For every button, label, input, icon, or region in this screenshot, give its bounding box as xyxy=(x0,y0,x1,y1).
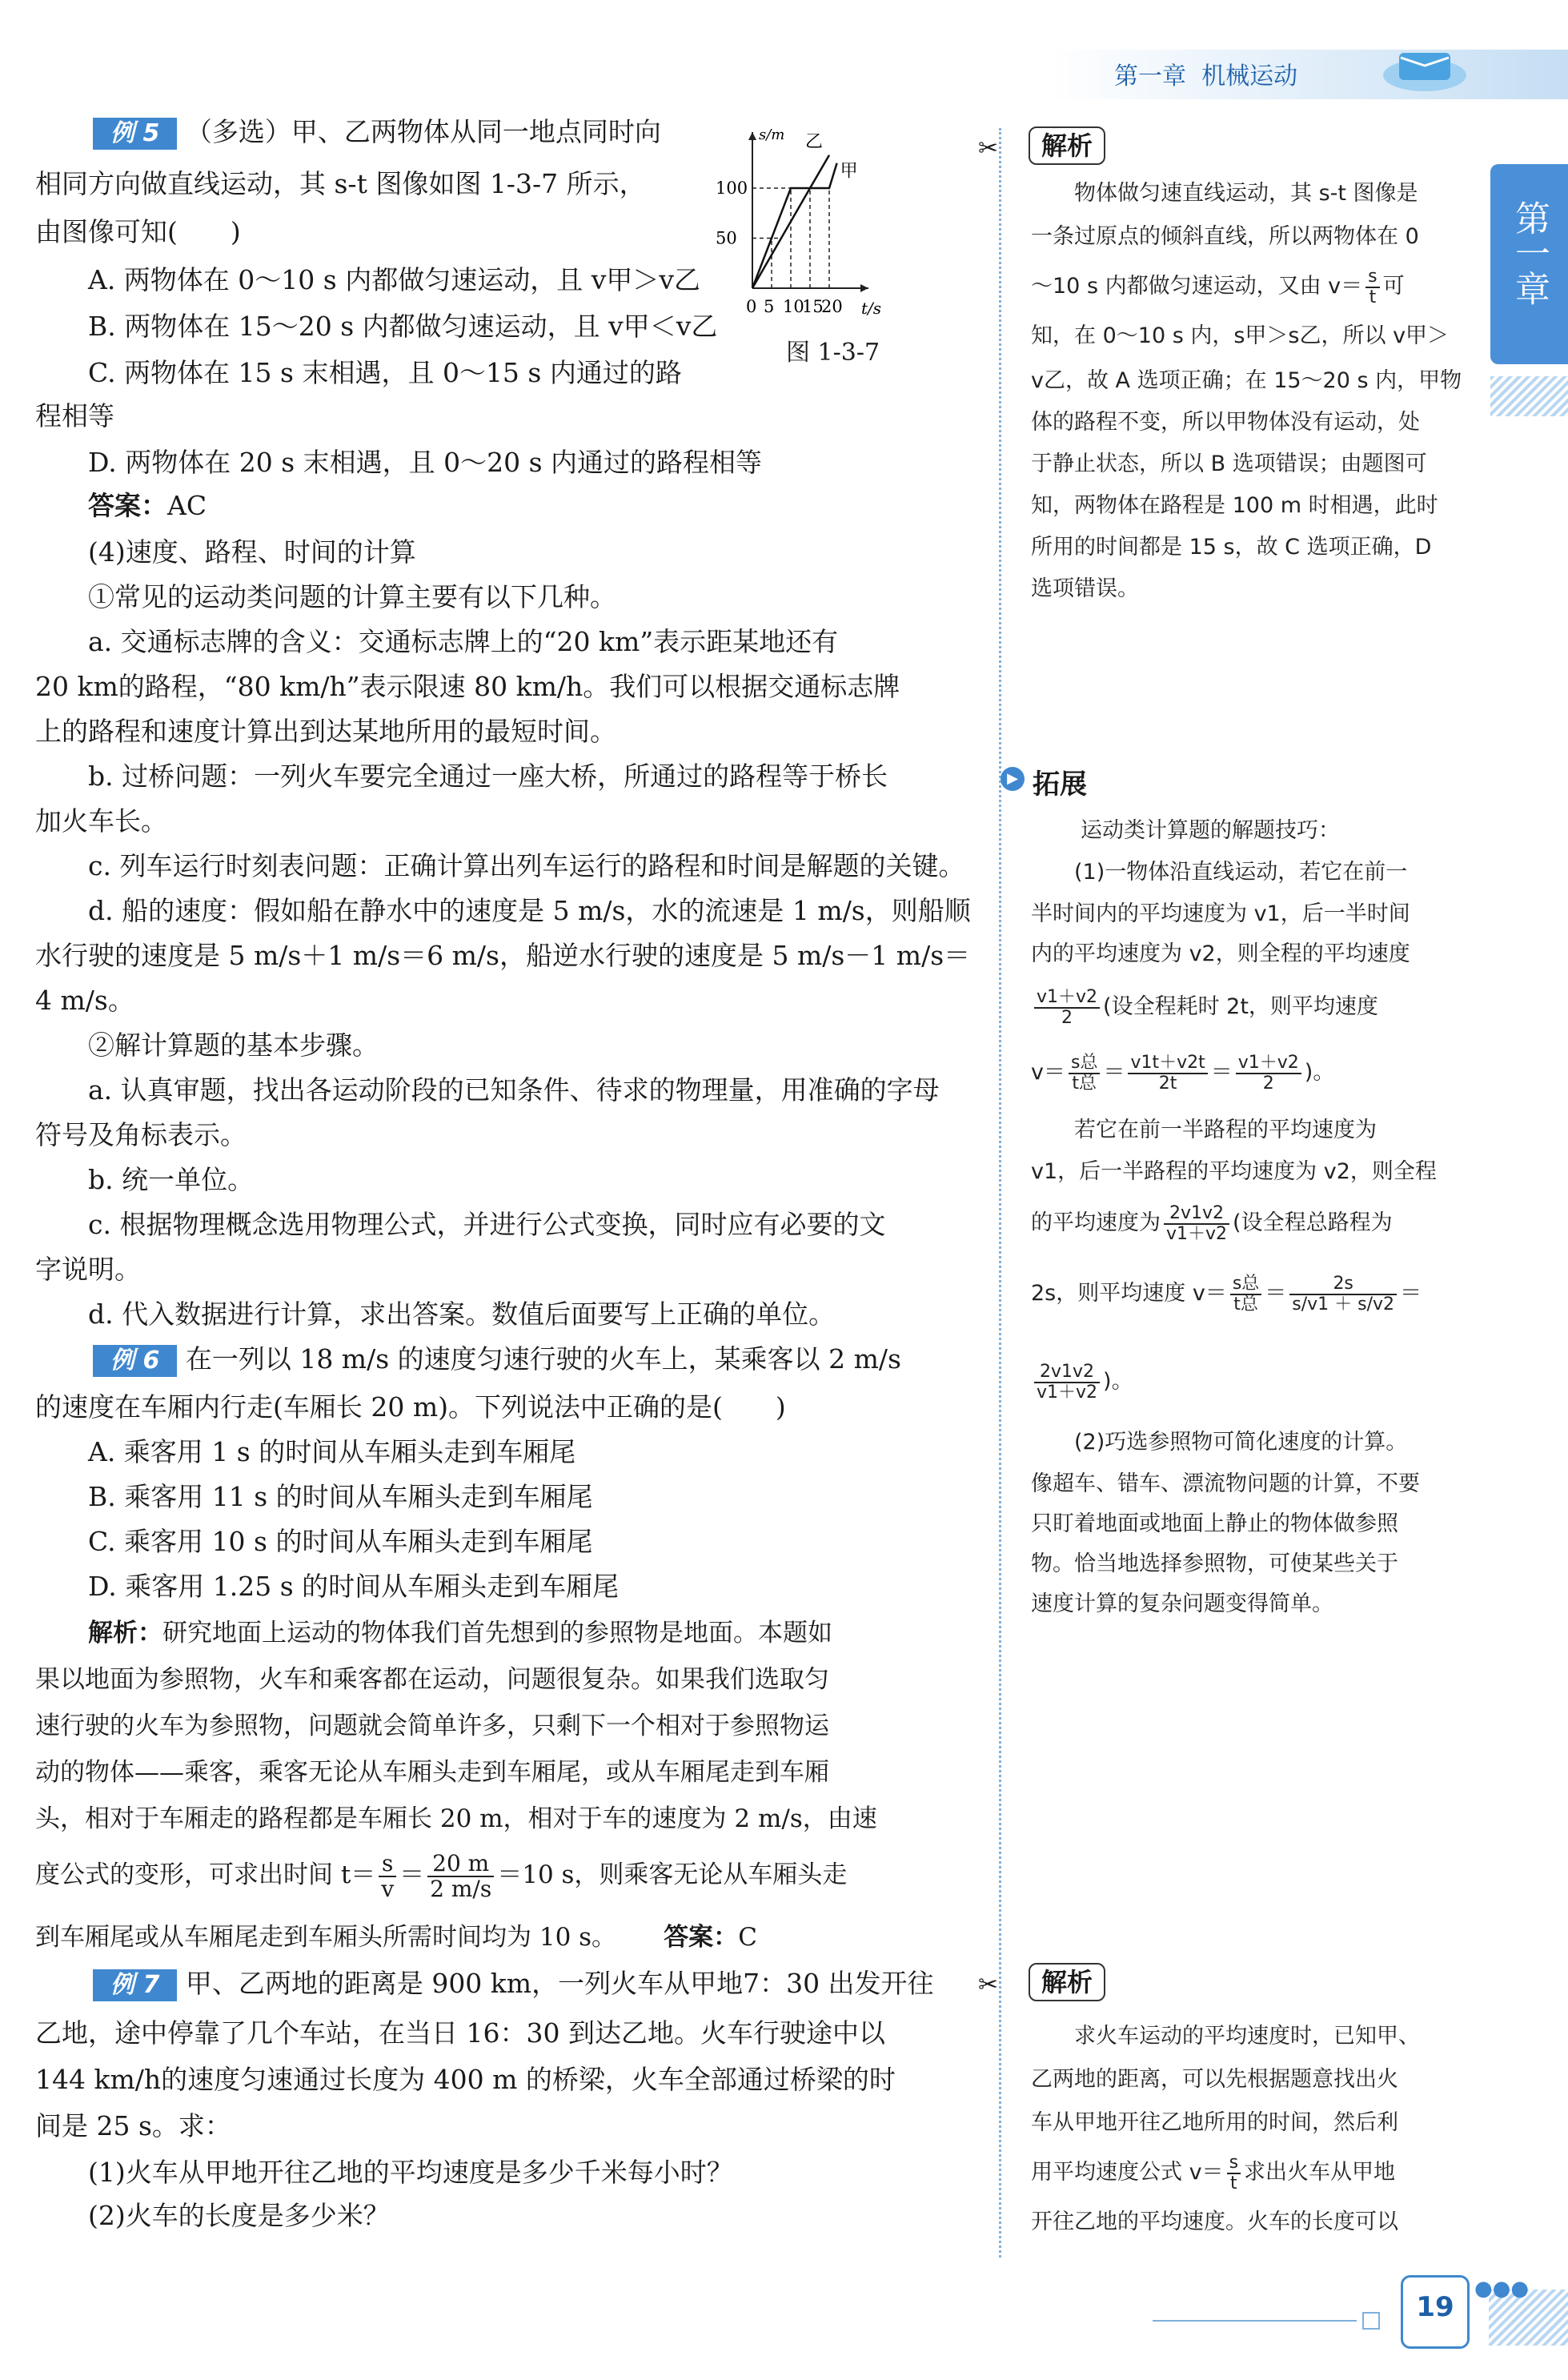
jiexi1-badge: 解析 xyxy=(1029,126,1105,165)
jiexi2-badge: 解析 xyxy=(1029,1963,1105,2001)
example5-optA: A. 两物体在 0～10 s 内都做匀速运动，且 v甲＞v乙 xyxy=(88,264,700,295)
footer-dots: ●●● xyxy=(1474,2277,1530,2301)
scissors-icon: ✂ xyxy=(978,1971,999,1999)
x-tick-label: 20 xyxy=(821,297,843,316)
step-d: d. 代入数据进行计算，求出答案。数值后面要写上正确的单位。 xyxy=(88,1298,836,1330)
jiexi1-l5: v乙，故 A 选项正确；在 15～20 s 内，甲物 xyxy=(1031,368,1462,393)
tuozhan-t6: 若它在前一半路程的平均速度为 xyxy=(1074,1118,1377,1142)
example7-q1: (1)火车从甲地开往乙地的平均速度是多少千米每小时？ xyxy=(88,2157,733,2188)
column-divider xyxy=(999,128,1001,2258)
jiexi2-l2: 乙两地的距离，可以先根据题意找出火 xyxy=(1031,2067,1398,2092)
tuozhan-t9: 2s，则平均速度 v＝ $\frac{\text{s总}}{\text{t总}}$ ＝ $\frac{2s}{s/v1 + s/v2}$ ＝ xyxy=(1031,1273,1422,1314)
page-number: 19 xyxy=(1416,2291,1454,2323)
calc-c1: c. 列车运行时刻表问题：正确计算出列车运行的路程和时间是解题的关键。 xyxy=(88,850,965,881)
jiexi1-l2: 一条过原点的倾斜直线，所以两物体在 0 xyxy=(1031,224,1419,249)
example5-optD: D. 两物体在 20 s 末相遇，且 0～20 s 内通过的路程相等 xyxy=(88,447,763,478)
step-c2: 字说明。 xyxy=(35,1254,141,1285)
tuozhan-t13: 只盯着地面或地面上静止的物体做参照 xyxy=(1031,1511,1398,1536)
example6-tag: 例 6 xyxy=(93,1345,177,1377)
jiexi2-l3: 车从甲地开往乙地所用的时间，然后利 xyxy=(1031,2110,1398,2135)
y-axis-arrow xyxy=(748,132,756,140)
series-label-jia: 甲 xyxy=(840,161,858,182)
jiexi2-l4: 用平均速度公式 v＝ $\frac{s}{t}$ 求出火车从甲地 xyxy=(1031,2152,1396,2193)
tuozhan-t11: (2)巧选参照物可简化速度的计算。 xyxy=(1074,1430,1408,1455)
tuozhan-t14: 物。恰当地选择参照物，可使某些关于 xyxy=(1031,1551,1398,1576)
example5-optB: B. 两物体在 15～20 s 内都做匀速运动，且 v甲＜v乙 xyxy=(88,311,718,342)
x-tick-label: 15 xyxy=(802,297,824,316)
example6-optA: A. 乘客用 1 s 的时间从车厢头走到车厢尾 xyxy=(88,1436,576,1467)
y-tick-label: 100 xyxy=(716,179,748,198)
scissors-icon: ✂ xyxy=(978,134,999,163)
example6-analysis5: 头，相对于车厢走的路程都是车厢长 20 m，相对于车的速度为 2 m/s，由速 xyxy=(35,1804,877,1833)
step-b: b. 统一单位。 xyxy=(88,1164,255,1195)
jiexi2-l1: 求火车运动的平均速度时，已知甲、 xyxy=(1074,2024,1420,2049)
jiexi1-l7: 于静止状态，所以 B 选项错误；由题图可 xyxy=(1031,452,1427,476)
example6-analysis4: 动的物体——乘客，乘客无论从车厢头走到车厢尾，或从车厢尾走到车厢 xyxy=(35,1758,829,1787)
step-a2: 符号及角标表示。 xyxy=(35,1119,247,1150)
example7-q2: (2)火车的长度是多少米？ xyxy=(88,2200,390,2231)
jiexi2-l5: 开往乙地的平均速度。火车的长度可以 xyxy=(1031,2209,1398,2234)
side-chapter-tab-label: 第一章 xyxy=(1509,200,1550,306)
example6-line2: 的速度在车厢内行走(车厢长 20 m)。下列说法中正确的是( ) xyxy=(35,1391,786,1423)
example6-analysis1: 解析：研究地面上运动的物体我们首先想到的参照物是地面。本题如 xyxy=(88,1619,832,1648)
section4-title: (4)速度、路程、时间的计算 xyxy=(88,536,416,568)
calc-intro: ①常见的运动类问题的计算主要有以下几种。 xyxy=(88,581,616,612)
step-a1: a. 认真审题，找出各运动阶段的已知条件、待求的物理量，用准确的字母 xyxy=(88,1074,940,1106)
footer-rule xyxy=(1153,2320,1357,2322)
x-tick-label: 5 xyxy=(764,297,775,316)
example6-analysis6: 度公式的变形，可求出时间 t＝ $\frac{s}{v}$ ＝ $\frac{20 m}{2 m/s}$ ＝10 s，则乘客无论从车厢头走 xyxy=(35,1849,848,1902)
example5-optC1: C. 两物体在 15 s 末相遇，且 0～15 s 内通过的路 xyxy=(88,357,682,388)
example7-line3: 144 km/h的速度匀速通过长度为 400 m 的桥梁，火车全部通过桥梁的时 xyxy=(35,2064,896,2095)
x-tick-label: 10 xyxy=(783,297,804,316)
book-icon xyxy=(1377,42,1473,98)
header-chapter: 第一章 机械运动 xyxy=(1114,62,1298,90)
side-tab-stripes xyxy=(1490,376,1568,416)
calc-a1: a. 交通标志牌的含义：交通标志牌上的“20 km”表示距某地还有 xyxy=(88,626,839,657)
example7-tag: 例 7 xyxy=(93,1969,177,2001)
calc-a2: 20 km的路程，“80 km/h”表示限速 80 km/h。我们可以根据交通标志牌 xyxy=(35,671,900,702)
tuozhan-t4: $\frac{v1+v2}{2}$ (设全程耗时 2t，则平均速度 xyxy=(1031,983,1378,1031)
play-icon: ▶ xyxy=(1001,767,1025,791)
tuozhan-t2: 半时间内的平均速度为 v1，后一半时间 xyxy=(1031,901,1410,926)
tuozhan-t12: 像超车、错车、漂流物问题的计算，不要 xyxy=(1031,1471,1420,1496)
example5-answer: 答案：AC xyxy=(88,490,207,521)
tuozhan-t15: 速度计算的复杂问题变得简单。 xyxy=(1031,1591,1333,1616)
series-label-yi: 乙 xyxy=(805,131,824,152)
step-c1: c. 根据物理概念选用物理公式，并进行公式变换，同时应有必要的文 xyxy=(88,1209,886,1240)
tuozhan-t0: 运动类计算题的解题技巧： xyxy=(1081,818,1340,843)
series-line-甲 xyxy=(752,163,837,288)
example6-analysis3: 速行驶的火车为参照物，问题就会简单许多，只剩下一个相对于参照物运 xyxy=(35,1712,829,1740)
tuozhan-t10: $\frac{2v1v2}{v1+v2}$ )。 xyxy=(1031,1358,1133,1406)
calc-d3: 4 m/s。 xyxy=(35,985,134,1016)
calc-d1: d. 船的速度：假如船在静水中的速度是 5 m/s，水的流速是 1 m/s，则船顺 xyxy=(88,895,971,926)
y-axis-label: s/m xyxy=(759,126,785,143)
example6-optD: D. 乘客用 1.25 s 的时间从车厢头走到车厢尾 xyxy=(88,1571,620,1602)
example6-line1: 例 6 在一列以 18 m/s 的速度匀速行驶的火车上，某乘客以 2 m/s xyxy=(93,1343,901,1377)
calc-b2: 加火车长。 xyxy=(35,805,167,837)
example6-optB: B. 乘客用 11 s 的时间从车厢头走到车厢尾 xyxy=(88,1481,593,1512)
example5-line2: 相同方向做直线运动，其 s-t 图像如图 1-3-7 所示， xyxy=(35,168,646,199)
example5-optC2: 程相等 xyxy=(35,400,114,431)
example7-line1: 例 7 甲、乙两地的距离是 900 km，一列火车从甲地7：30 出发开往 xyxy=(93,1968,934,2001)
jiexi1-l10: 选项错误。 xyxy=(1031,576,1139,601)
tuozhan-t3: 内的平均速度为 v2，则全程的平均速度 xyxy=(1031,941,1410,966)
x-axis-label: t/s xyxy=(861,299,882,318)
jiexi1-l4: 知，在 0～10 s 内，s甲＞s乙，所以 v甲＞ xyxy=(1031,323,1450,348)
steps-intro: ②解计算题的基本步骤。 xyxy=(88,1029,379,1061)
example5-line3: 由图像可知( ) xyxy=(35,216,241,247)
tuozhan-t7: v1，后一半路程的平均速度为 v2，则全程 xyxy=(1031,1159,1437,1184)
calc-a3: 上的路程和速度计算出到达某地所用的最短时间。 xyxy=(35,716,616,747)
calc-b1: b. 过桥问题：一列火车要完全通过一座大桥，所通过的路程等于桥长 xyxy=(88,761,888,792)
x-axis-arrow xyxy=(860,284,868,292)
series-line-乙 xyxy=(752,155,829,288)
jiexi1-l1: 物体做匀速直线运动，其 s-t 图像是 xyxy=(1074,181,1418,206)
example5-tag: 例 5 xyxy=(93,118,177,150)
tuozhan-t5: v＝ $\frac{\text{s总}}{\text{t总}}$ ＝ $\frac{v1t+v2t}{2t}$ ＝ $\frac{v1+v2}{2}$ )。 xyxy=(1031,1052,1335,1094)
tuozhan-title: 拓展 xyxy=(1033,769,1087,801)
example6-optC: C. 乘客用 10 s 的时间从车厢头走到车厢尾 xyxy=(88,1526,593,1557)
tuozhan-t1: (1)一物体沿直线运动，若它在前一 xyxy=(1074,860,1408,885)
calc-d2: 水行驶的速度是 5 m/s＋1 m/s＝6 m/s，船逆水行驶的速度是 5 m/s－1 m/s＝ xyxy=(35,940,971,971)
graph-caption: 图 1-3-7 xyxy=(786,339,880,367)
jiexi1-l3: ～10 s 内都做匀速运动，又由 v＝ $\frac{s}{t}$ 可 xyxy=(1031,266,1405,307)
st-graph xyxy=(712,120,985,360)
jiexi1-l6: 体的路程不变，所以甲物体没有运动，处 xyxy=(1031,410,1420,435)
jiexi1-l9: 所用的时间都是 15 s，故 C 选项正确，D xyxy=(1031,535,1432,560)
jiexi1-l8: 知，两物体在路程是 100 m 时相遇，此时 xyxy=(1031,493,1438,518)
y-tick-label: 50 xyxy=(716,228,737,248)
example7-line4: 间是 25 s。求： xyxy=(35,2110,231,2141)
x-tick-label: 0 xyxy=(746,297,757,316)
tuozhan-t8: 的平均速度为 $\frac{2v1v2}{v1+v2}$ (设全程总路程为 xyxy=(1031,1202,1393,1244)
example6-analysis7: 到车厢尾或从车厢尾走到车厢头所需时间均为 10 s。 答案：C xyxy=(35,1923,757,1952)
example7-line2: 乙地，途中停靠了几个车站，在当日 16：30 到达乙地。火车行驶途中以 xyxy=(35,2017,885,2049)
example5-line1: 例 5 （多选）甲、乙两物体从同一地点同时向 xyxy=(93,116,661,150)
footer-box-icon xyxy=(1362,2312,1380,2330)
example6-analysis2: 果以地面为参照物，火车和乘客都在运动，问题很复杂。如果我们选取匀 xyxy=(35,1665,829,1694)
